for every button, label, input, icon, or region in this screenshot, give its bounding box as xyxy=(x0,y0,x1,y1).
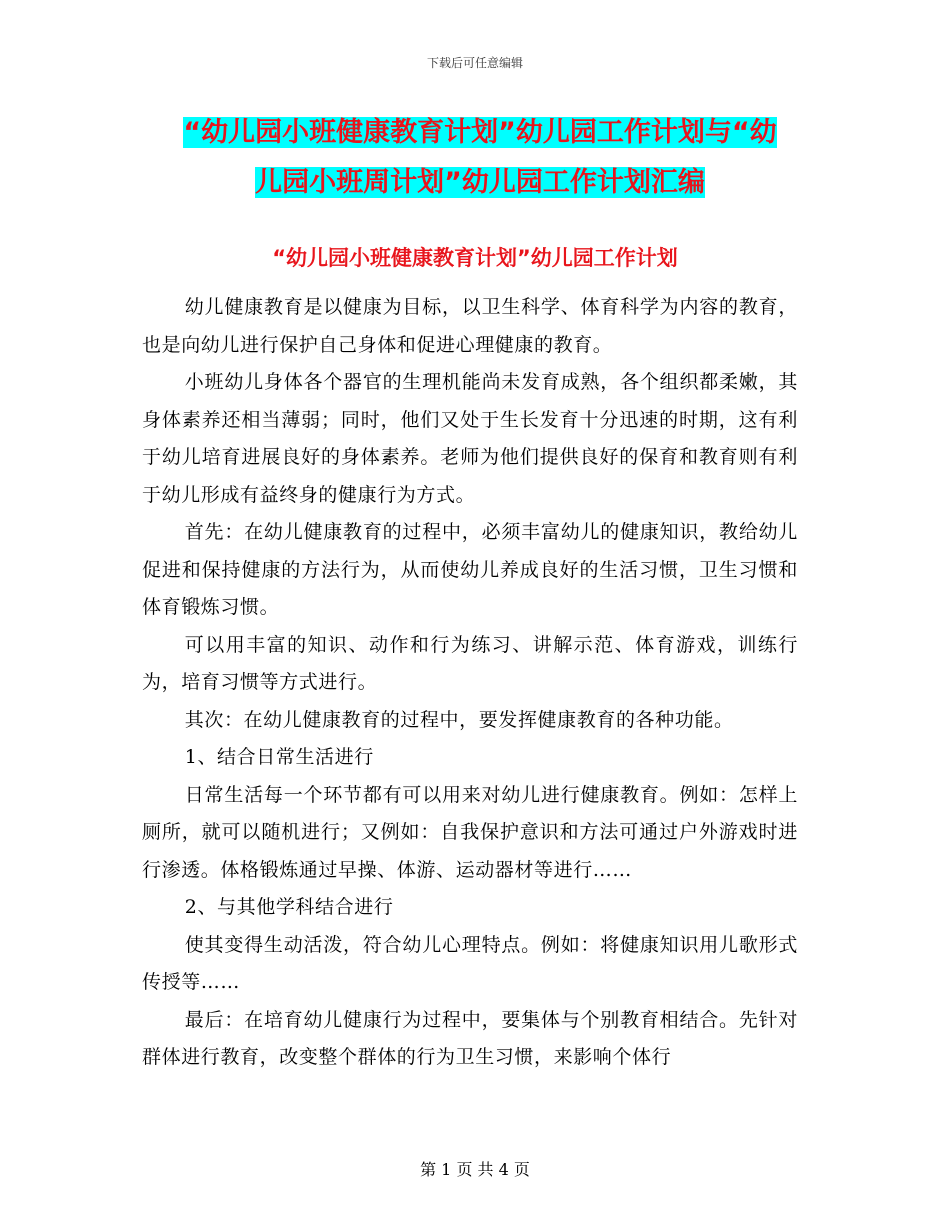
header-note: 下载后可任意编辑 xyxy=(426,56,523,70)
paragraph: 其次：在幼儿健康教育的过程中，要发挥健康教育的各种功能。 xyxy=(184,708,734,731)
section-title: “幼儿园小班健康教育计划”幼儿园工作计划 xyxy=(272,246,678,270)
document-body xyxy=(142,289,798,1077)
paragraph: 日常生活每一个环节都有可以用来对幼儿进行健康教育。例如：怎样上厕所，就可以随机进行；又例如：自我保护意识和方法可通过户外游戏时进行渗透。体格锻炼通过早操、体游、运动器材等进行…… xyxy=(142,783,798,881)
paragraph: 最后：在培育幼儿健康行为过程中，要集体与个别教育相结合。先针对群体进行教育，改变整个群体的行为卫生习惯，来影响个体行 xyxy=(142,1008,798,1068)
document-title-line-2: 儿园小班周计划”幼儿园工作计划汇编 xyxy=(255,167,705,198)
paragraph: 幼儿健康教育是以健康为目标，以卫生科学、体育科学为内容的教育，也是向幼儿进行保护自己身体和促进心理健康的教育。 xyxy=(142,296,798,356)
document-title xyxy=(140,108,820,208)
document-title-line-1: “幼儿园小班健康教育计划”幼儿园工作计划与“幼 xyxy=(183,117,777,148)
paragraph: 可以用丰富的知识、动作和行为练习、讲解示范、体育游戏，训练行为，培育习惯等方式进行。 xyxy=(142,633,798,693)
paragraph: 小班幼儿身体各个器官的生理机能尚未发育成熟，各个组织都柔嫩，其身体素养还相当薄弱；同时，他们又处于生长发育十分迅速的时期，这有利于幼儿培育进展良好的身体素养。老师为他们提供良好的保育和教育则有利于幼儿形成有益终身的健康行为方式。 xyxy=(142,371,798,506)
paragraph: 首先：在幼儿健康教育的过程中，必须丰富幼儿的健康知识，教给幼儿促进和保持健康的方法行为，从而使幼儿养成良好的生活习惯，卫生习惯和体育锻炼习惯。 xyxy=(142,521,798,618)
list-heading: 1、结合日常生活进行 xyxy=(184,746,374,768)
list-heading: 2、与其他学科结合进行 xyxy=(184,896,394,918)
page-number-footer: 第 1 页 共 4 页 xyxy=(420,1160,530,1179)
paragraph: 使其变得生动活泼，符合幼儿心理特点。例如：将健康知识用儿歌形式传授等…… xyxy=(142,933,798,993)
